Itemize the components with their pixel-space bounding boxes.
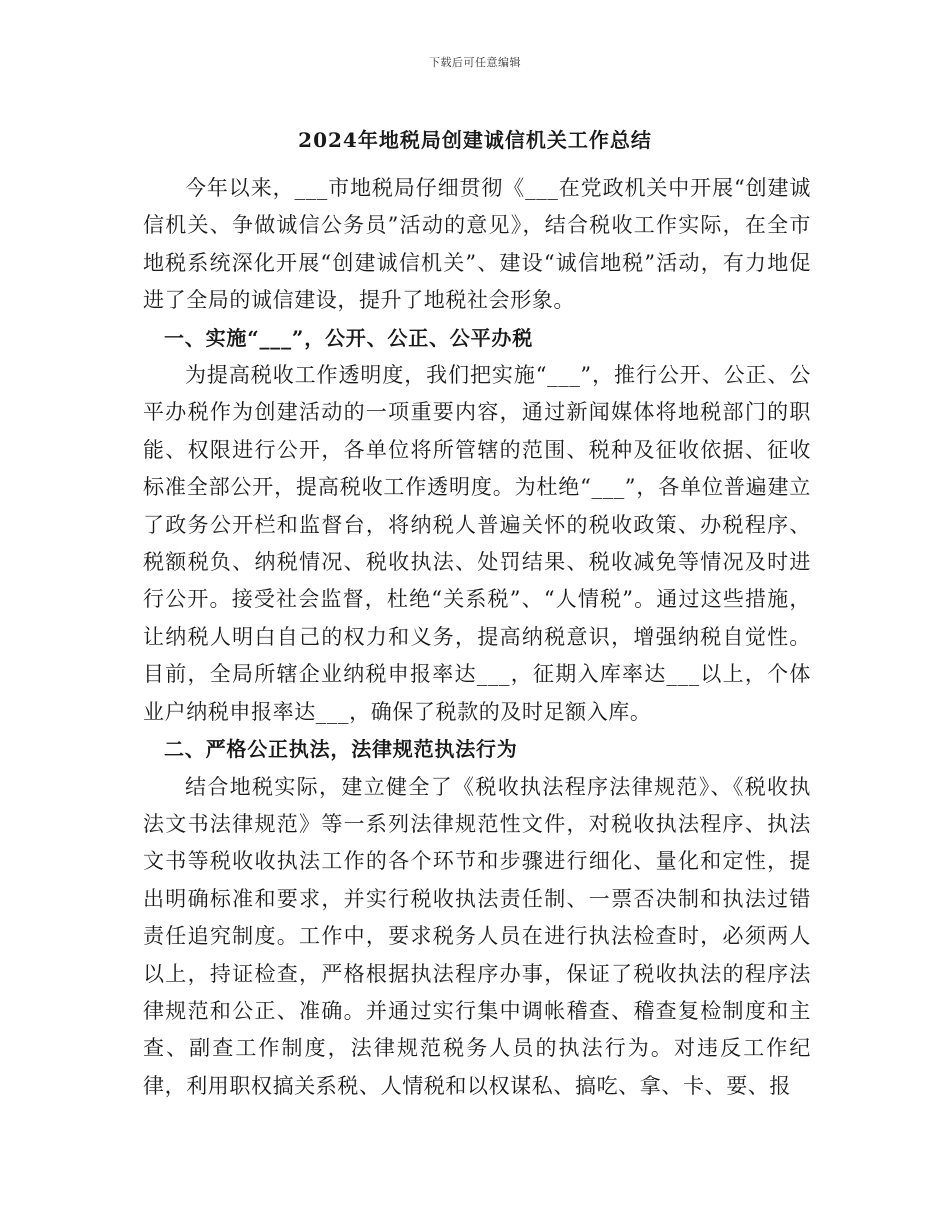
intro-paragraph: 今年以来，___市地税局仔细贯彻《___在党政机关中开展“创建诚信机关、争做诚信公务员”活动的意见》，结合税收工作实际，在全市地税系统深化开展“创建诚信机关”、建设“诚信地税”活动，有力地促进了全局的诚信建设，提升了地税社会形象。 [143,176,811,313]
section-heading-1: 一、实施“___”，公开、公正、公平办税 [164,325,534,350]
section-2-paragraph: 结合地税实际，建立健全了《税收执法程序法律规范》、《税收执法文书法律规范》等一系列法律规范性文件，对税收执法程序、执法文书等税收收执法工作的各个环节和步骤进行细化、量化和定性，提出明确标准和要求，并实行税收执法责任制、一票否决制和执法过错责任追究制度。工作中，要求税务人员在进行执法检查时，必须两人以上，持证检查，严格根据执法程序办事，保证了税收执法的程序法律规范和公正、准确。并通过实行集中调帐稽查、稽查复检制度和主查、副查工作制度，法律规范税务人员的执法行为。对违反工作纪律，利用职权搞关系税、人情税和以权谋私、搞吃、拿、卡、要、报 [143,774,811,1098]
document-body [143,170,811,1105]
section-1-paragraph: 为提高税收工作透明度，我们把实施“___”，推行公开、公正、公平办税作为创建活动的一项重要内容，通过新闻媒体将地税部门的职能、权限进行公开，各单位将所管辖的范围、税种及征收依据、征收标准全部公开，提高税收工作透明度。为杜绝“___”，各单位普遍建立了政务公开栏和监督台，将纳税人普遍关怀的税收政策、办税程序、税额税负、纳税情况、税收执法、处罚结果、税收减免等情况及时进行公开。接受社会监督，杜绝“关系税”、“人情税”。通过这些措施，让纳税人明白自己的权力和义务，提高纳税意识，增强纳税自觉性。目前，全局所辖企业纳税申报率达___，征期入库率达___以上，个体业户纳税申报率达___，确保了税款的及时足额入库。 [143,363,811,724]
section-heading-2: 二、严格公正执法，法律规范执法行为 [164,737,518,762]
header-note: 下载后可任意编辑 [429,56,521,69]
document-title: 2024年地税局创建诚信机关工作总结 [298,128,652,152]
